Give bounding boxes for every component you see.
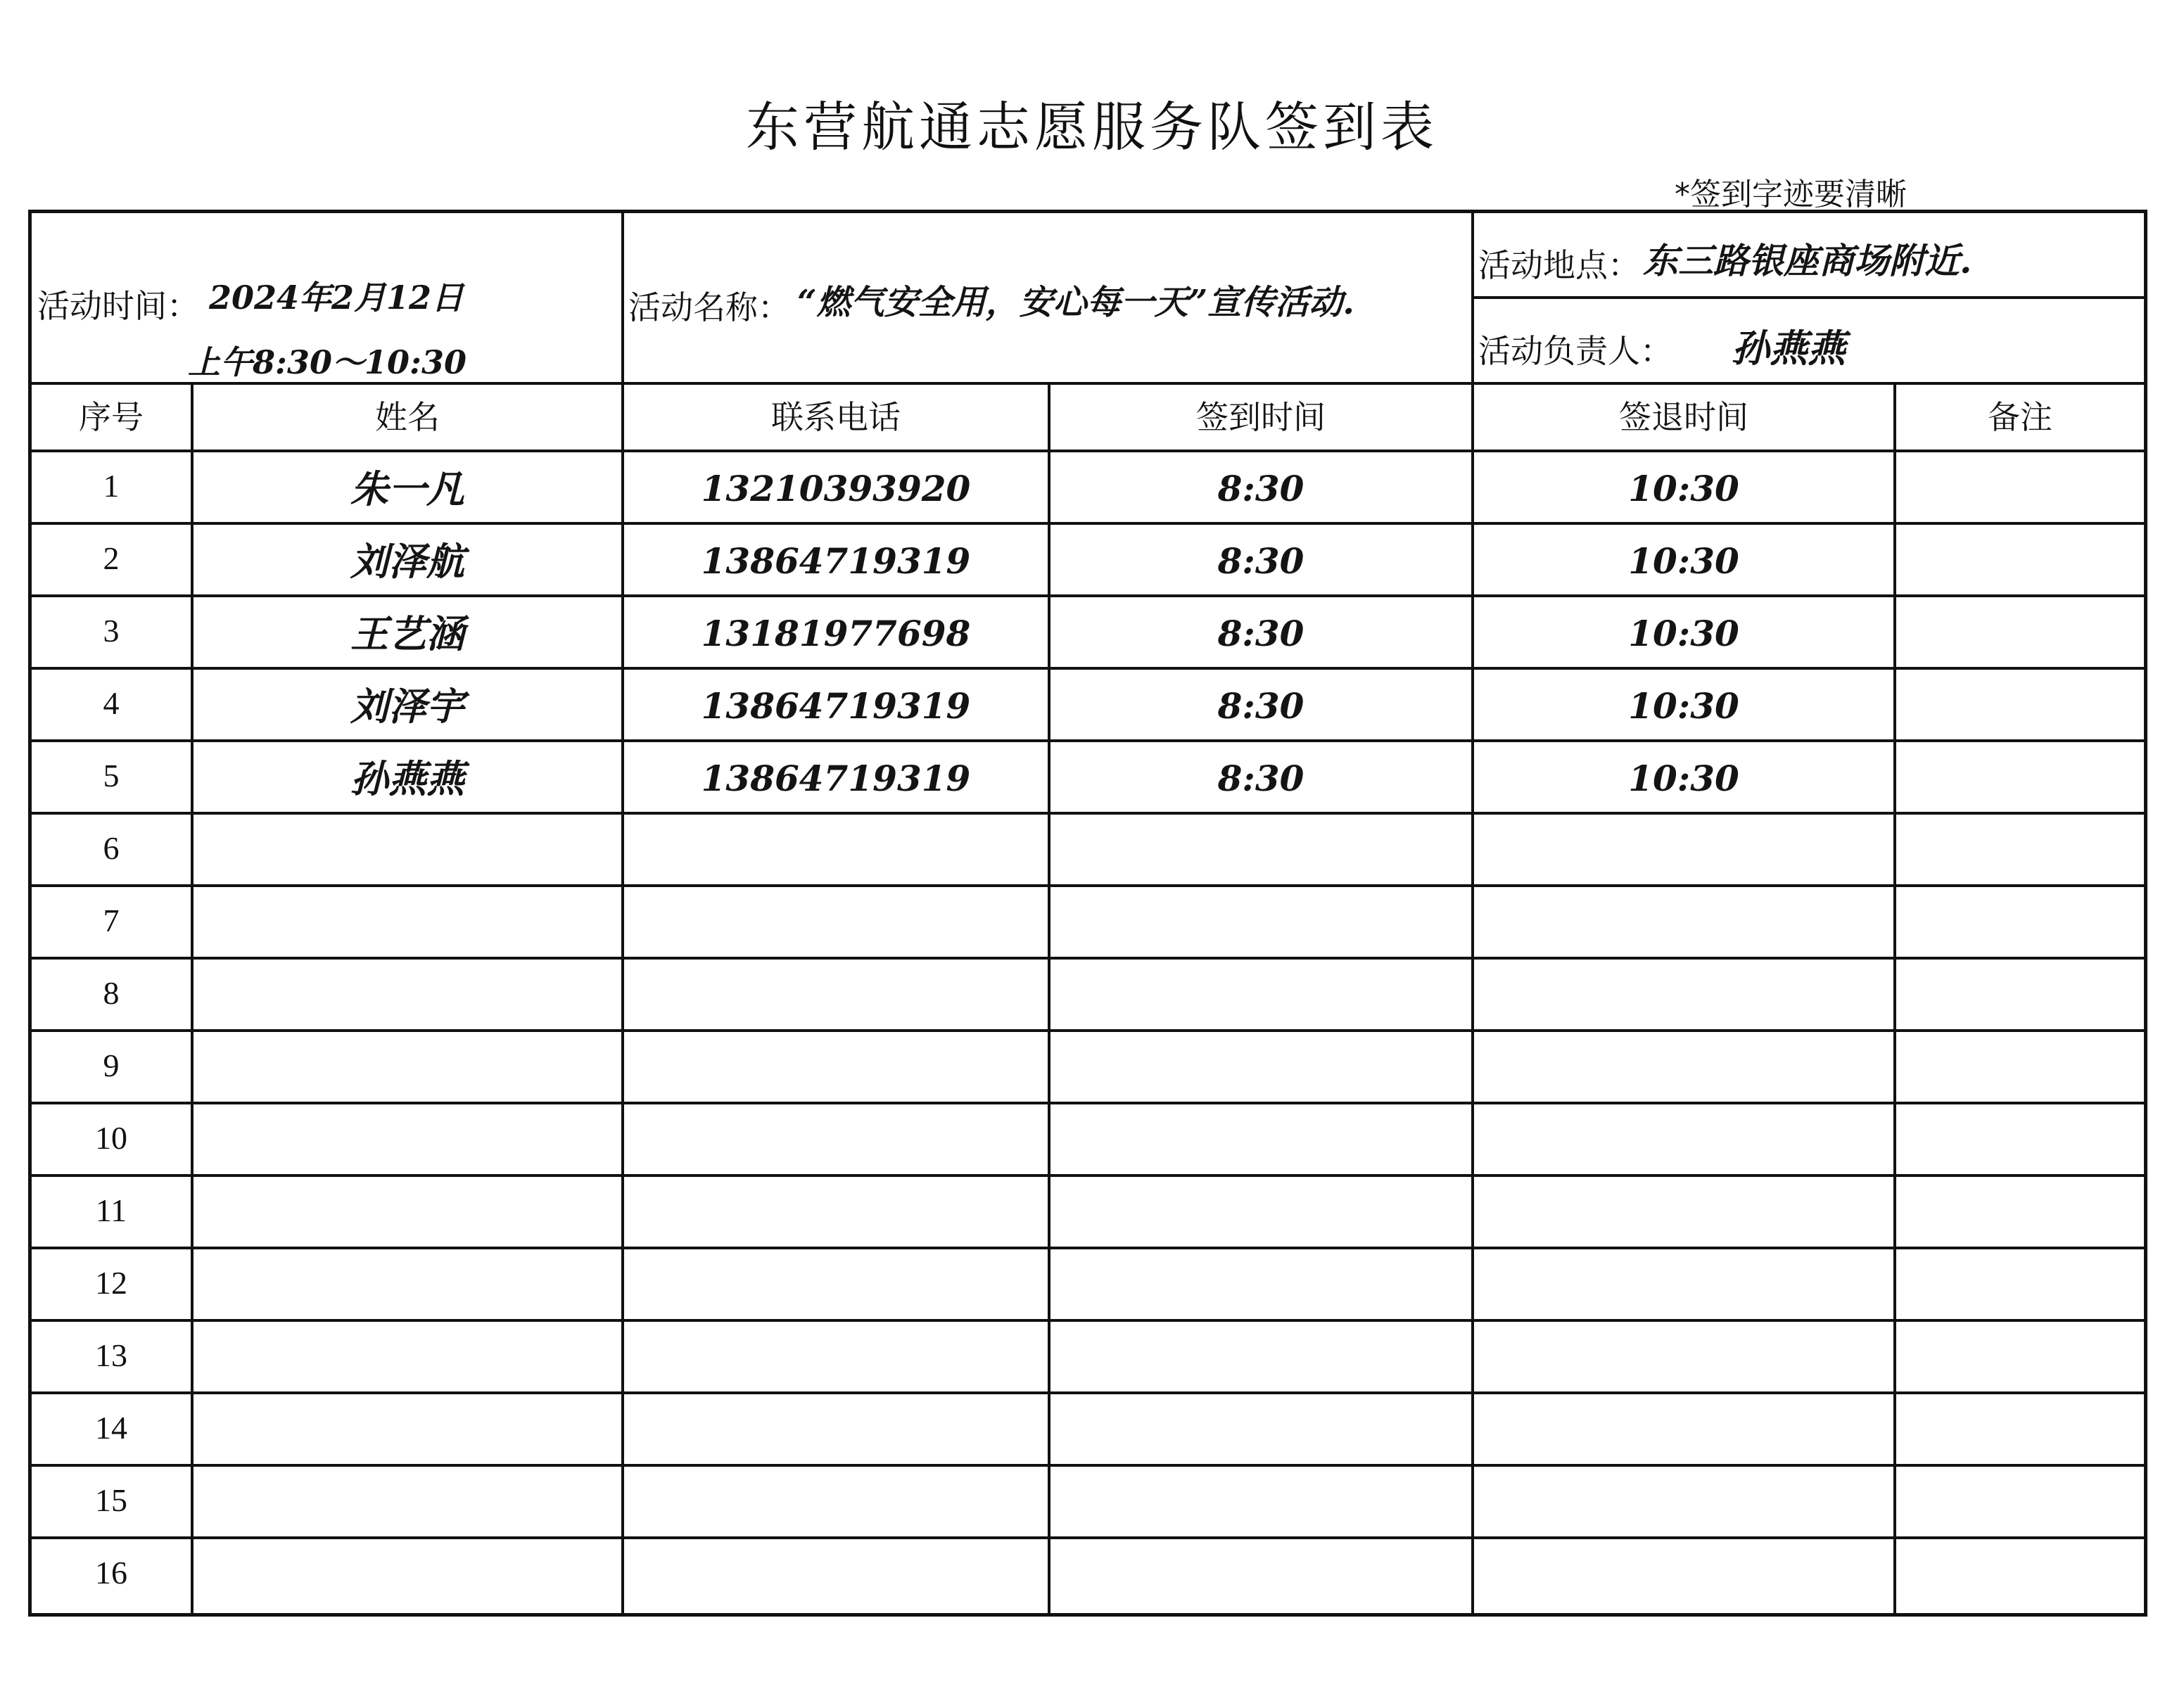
cell-sign-out: 10:30 [1628, 540, 1739, 582]
cell-sign-in: 8:30 [1217, 685, 1304, 727]
row-number: 8 [103, 975, 120, 1011]
info-location-rule [1471, 296, 2144, 299]
activity-time-range: 上午8:30～10:30 [188, 343, 467, 381]
table-row [32, 1467, 2144, 1539]
cell-phone: 13210393920 [701, 468, 971, 509]
cell-name: 刘泽航 [350, 539, 464, 584]
cell-sign-out: 10:30 [1628, 685, 1739, 727]
cell-phone: 13864719319 [701, 685, 971, 727]
table-row [32, 1177, 2144, 1249]
row-number: 6 [103, 830, 120, 866]
table-row [32, 670, 2144, 742]
activity-location-label: 活动地点： [1478, 246, 1640, 284]
cell-name: 刘泽宇 [350, 684, 464, 729]
row-number: 14 [95, 1410, 127, 1446]
info-divider-2 [1471, 213, 1474, 385]
row-number: 7 [103, 903, 120, 938]
table-row [32, 742, 2144, 815]
cell-phone: 13181977698 [701, 613, 971, 654]
table-row [32, 597, 2144, 670]
activity-name-label: 活动名称： [628, 288, 790, 326]
table-row [32, 1032, 2144, 1104]
table-row [32, 1249, 2144, 1322]
activity-location-value: 东三路银座商场附近. [1643, 240, 1972, 281]
table-row [32, 1394, 2144, 1467]
activity-time-label: 活动时间： [37, 287, 199, 325]
sign-in-sheet [28, 210, 2147, 1617]
activity-time-date: 2024年2月12日 [209, 279, 464, 317]
table-row [32, 887, 2144, 960]
activity-name-value: “燃气安全用，安心每一天”宣传活动. [797, 283, 1354, 322]
info-divider-1 [621, 213, 624, 385]
header-remark: 备注 [1988, 398, 2052, 436]
table-row [32, 525, 2144, 597]
cell-sign-out: 10:30 [1628, 758, 1739, 799]
header-phone: 联系电话 [771, 398, 901, 436]
cell-phone: 13864719319 [701, 758, 971, 799]
row-number: 12 [95, 1265, 127, 1301]
cell-sign-in: 8:30 [1217, 468, 1304, 509]
row-number: 15 [95, 1482, 127, 1518]
header-sign-in: 签到时间 [1196, 398, 1326, 436]
row-number: 9 [103, 1047, 120, 1083]
row-number: 4 [103, 685, 120, 721]
cell-sign-out: 10:30 [1628, 468, 1739, 509]
cell-sign-out: 10:30 [1628, 613, 1739, 654]
row-number: 3 [103, 613, 120, 649]
cell-sign-in: 8:30 [1217, 613, 1304, 654]
row-number: 1 [103, 468, 120, 504]
clarity-note: *签到字迹要清晰 [1675, 177, 1907, 212]
activity-leader-value: 孙燕燕 [1732, 326, 1846, 371]
table-row [32, 960, 2144, 1032]
cell-sign-in: 8:30 [1217, 540, 1304, 582]
row-number: 16 [95, 1555, 127, 1591]
cell-sign-in: 8:30 [1217, 758, 1304, 799]
cell-name: 王艺涵 [350, 611, 464, 656]
header-name: 姓名 [375, 398, 440, 436]
table-row [32, 452, 2144, 525]
header-seq: 序号 [79, 398, 144, 436]
page-title: 东营航通志愿服务队签到表 [746, 96, 1438, 158]
header-sign-out: 签退时间 [1619, 398, 1748, 436]
table-row [32, 1322, 2144, 1394]
row-number: 2 [103, 540, 120, 576]
row-number: 11 [95, 1192, 127, 1228]
row-number: 5 [103, 758, 120, 794]
row-number: 13 [95, 1337, 127, 1373]
cell-name: 朱一凡 [350, 466, 464, 511]
table-row [32, 1104, 2144, 1177]
cell-name: 孙燕燕 [350, 756, 464, 801]
cell-phone: 13864719319 [701, 540, 971, 582]
row-number: 10 [95, 1120, 127, 1156]
table-row [32, 815, 2144, 887]
table-row [32, 1539, 2144, 1612]
activity-leader-label: 活动负责人： [1478, 332, 1672, 370]
